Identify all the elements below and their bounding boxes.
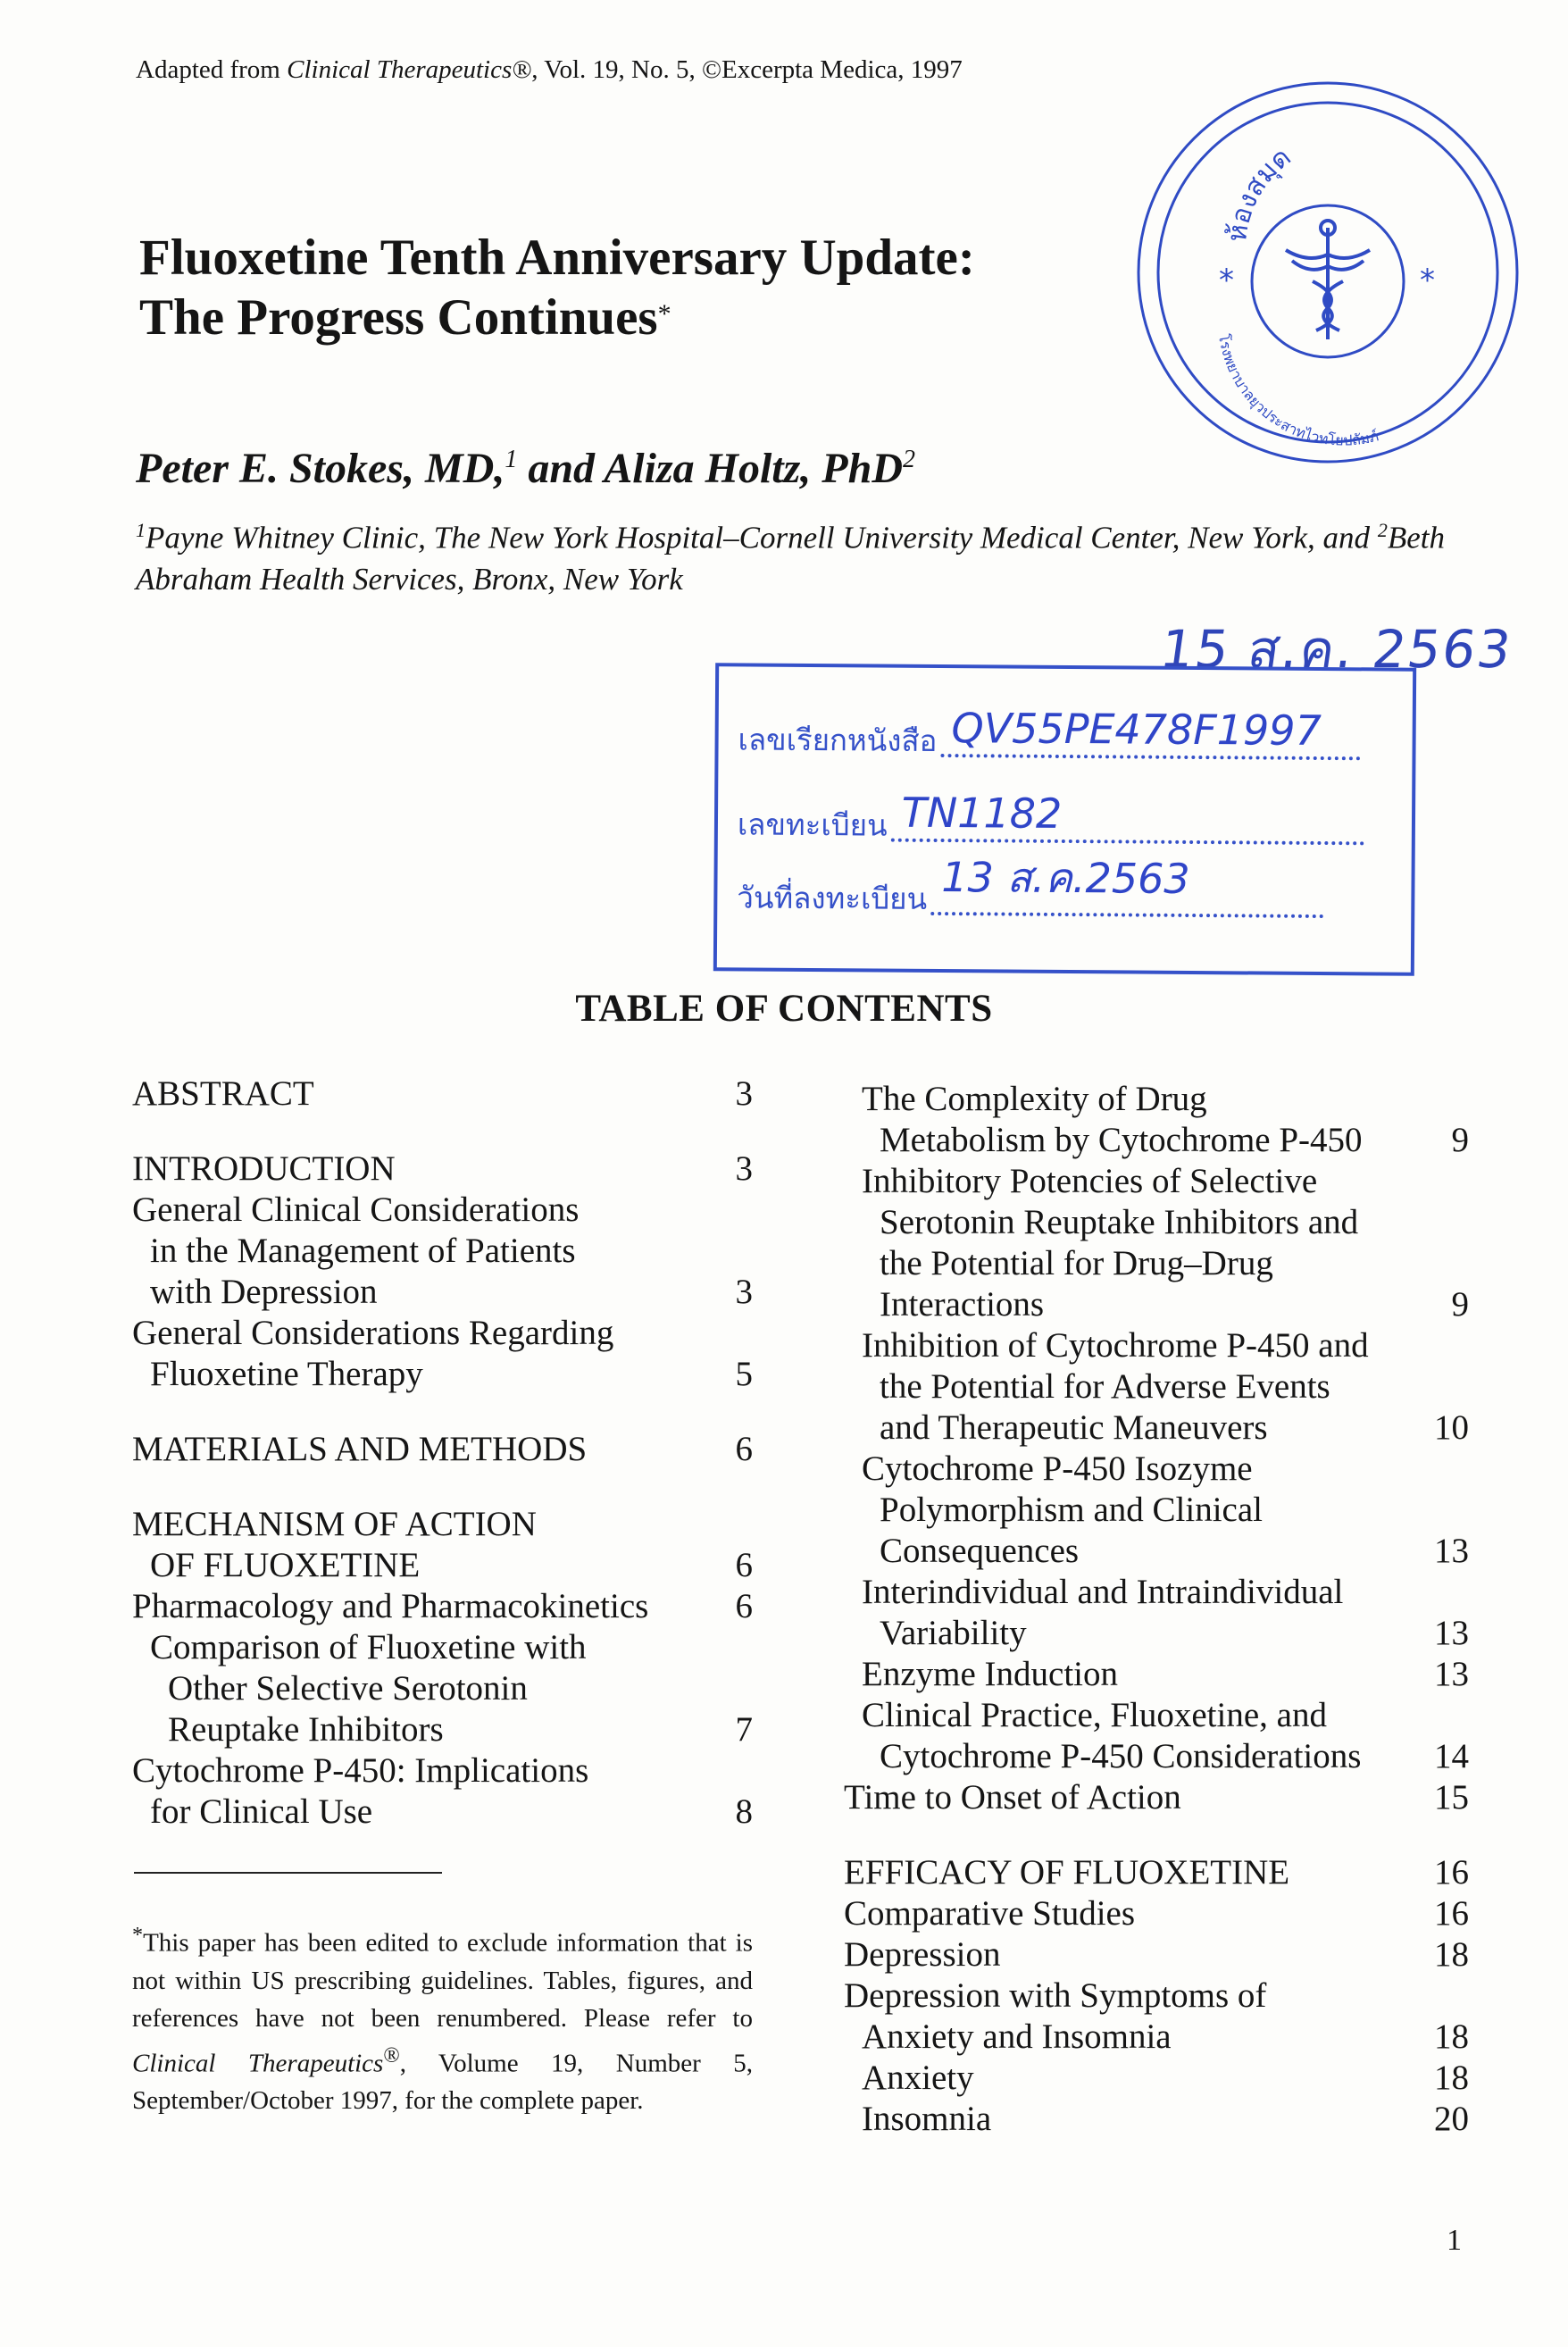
paper-title — [139, 228, 975, 347]
title-line-1: Fluoxetine Tenth Anniversary Update: — [139, 230, 975, 286]
toc-page-number: 20 — [1434, 2100, 1469, 2138]
seal-date-stamp: 15 ส.ค. 2563 — [1156, 619, 1517, 680]
toc-entry-text: the Potential for Adverse Events — [880, 1367, 1330, 1406]
toc-entry-text: Inhibition of Cytochrome P-450 and — [862, 1326, 1369, 1365]
toc-entry — [844, 1852, 1469, 1893]
toc-entry-text: General Considerations Regarding — [132, 1314, 614, 1352]
toc-entry-text: General Clinical Considerations — [132, 1190, 580, 1229]
toc-left-column — [132, 1073, 753, 1833]
toc-page-number: 6 — [735, 1587, 753, 1625]
toc-entry — [132, 1190, 753, 1313]
toc-entry — [132, 1073, 753, 1115]
authors: Peter E. Stokes, MD,$^1$ and Aliza Holtz, PhD$^2$ — [136, 445, 915, 492]
toc-entry-text: for Clinical Use — [150, 1792, 373, 1831]
toc-entry-text: Variability — [880, 1614, 1027, 1652]
toc-entry-text: Anxiety — [862, 2059, 974, 2097]
reg-date-row — [737, 853, 1323, 925]
call-number-value: QV55PE478F1997 — [951, 704, 1322, 756]
toc-entry — [132, 1627, 753, 1750]
seal-top-text: ห้องสมุด — [1221, 141, 1297, 245]
toc-page-number: 9 — [1451, 1121, 1469, 1159]
toc-page-number: 13 — [1434, 1532, 1469, 1570]
toc-entry — [844, 1695, 1469, 1777]
toc-entry-text: Inhibitory Potencies of Selective — [862, 1162, 1318, 1200]
toc-page-number: 16 — [1434, 1894, 1469, 1933]
toc-entry-text: with Depression — [150, 1273, 378, 1311]
svg-text:ห้องสมุด — [1222, 141, 1297, 244]
toc-page-number: 18 — [1434, 2017, 1469, 2056]
toc-page-number: 18 — [1434, 1935, 1469, 1974]
toc-entry-text: Metabolism by Cytochrome P-450 — [880, 1121, 1363, 1159]
toc-page-number: 13 — [1434, 1614, 1469, 1652]
toc-entry — [132, 1750, 753, 1833]
reg-number-value: TN1182 — [901, 788, 1063, 838]
call-number-row — [738, 704, 1360, 767]
registration-stamp — [713, 663, 1416, 975]
toc-entry — [132, 1313, 753, 1395]
toc-page-number: 18 — [1434, 2059, 1469, 2097]
toc-entry-text: Cytochrome P-450 Isozyme — [862, 1449, 1253, 1488]
reg-date-value: 13 ส.ค.2563 — [941, 853, 1190, 903]
toc-entry-text: OF FLUOXETINE — [150, 1546, 421, 1584]
toc-entry — [844, 1325, 1469, 1449]
toc-entry-text: Consequences — [880, 1532, 1080, 1570]
toc-page-number: 16 — [1434, 1853, 1469, 1892]
toc-page-number: 6 — [735, 1546, 753, 1584]
toc-entry-text: Clinical Practice, Fluoxetine, and — [862, 1696, 1327, 1734]
seal-bottom-text: โรงพยาบาลยุวประสาทไวทโยปถัมภ์ — [1214, 332, 1380, 449]
toc-entry-text: Interactions — [880, 1285, 1045, 1324]
toc-entry — [844, 1777, 1469, 1818]
toc-entry-text: MECHANISM OF ACTION — [132, 1505, 537, 1543]
toc-entry-text: and Therapeutic Maneuvers — [880, 1408, 1268, 1447]
toc-entry — [844, 2058, 1469, 2099]
toc-entry-text: Anxiety and Insomnia — [862, 2017, 1172, 2056]
caduceus-icon — [1286, 221, 1370, 339]
footnote-rule — [134, 1872, 442, 1874]
toc-page-number: 6 — [735, 1430, 753, 1468]
toc-entry-text: Pharmacology and Pharmacokinetics — [132, 1587, 649, 1625]
toc-entry — [844, 1572, 1469, 1654]
reg-date-label: วันที่ลงทะเบียน — [737, 880, 928, 916]
toc-entry — [844, 1975, 1469, 2058]
toc-entry-text: Time to Onset of Action — [844, 1778, 1181, 1817]
toc-entry-text: The Complexity of Drug — [862, 1080, 1207, 1118]
call-number-label: เลขเรียกหนังสือ — [738, 722, 938, 758]
toc-page-number: 15 — [1434, 1778, 1469, 1817]
reg-number-label: เลขทะเบียน — [737, 806, 888, 843]
toc-page-number: 14 — [1434, 1737, 1469, 1775]
toc-entry-text: Cytochrome P-450: Implications — [132, 1751, 589, 1790]
toc-page-number: 10 — [1434, 1408, 1469, 1447]
toc-entry — [844, 1449, 1469, 1572]
toc-entry — [132, 1148, 753, 1190]
toc-entry — [844, 2099, 1469, 2140]
toc-entry-text: Cytochrome P-450 Considerations — [880, 1737, 1362, 1775]
toc-entry-text: Other Selective Serotonin — [168, 1669, 528, 1708]
toc-entry-text: Comparison of Fluoxetine with — [150, 1628, 587, 1666]
toc-entry — [132, 1429, 753, 1470]
toc-entry — [844, 1893, 1469, 1934]
toc-entry-text: Insomnia — [862, 2100, 992, 2138]
toc-entry-text: ABSTRACT — [132, 1074, 314, 1113]
toc-page-number: 3 — [735, 1149, 753, 1188]
toc-entry — [844, 1654, 1469, 1695]
toc-entry-text: EFFICACY OF FLUOXETINE — [844, 1853, 1290, 1892]
toc-page-number: 8 — [735, 1792, 753, 1831]
toc-right-column — [844, 1079, 1469, 2140]
toc-entry — [844, 1161, 1469, 1325]
toc-entry-text: Serotonin Reuptake Inhibitors and — [880, 1203, 1359, 1241]
toc-page-number: 5 — [735, 1355, 753, 1393]
footnote: *This paper has been edited to exclude information that is not within US prescribing guidelines. Tables, figures, and references have not been renumbered. Please refer to Clinical Therapeutics®, Volume 19, Number 5, September/October 1997, for the complete paper. — [132, 1923, 753, 2116]
toc-entry-text: Interindividual and Intraindividual — [862, 1573, 1344, 1611]
toc-entry-text: Comparative Studies — [844, 1894, 1136, 1933]
toc-entry-text: Enzyme Induction — [862, 1655, 1118, 1693]
library-seal — [1121, 36, 1531, 518]
toc-entry-text: Reuptake Inhibitors — [168, 1710, 444, 1749]
toc-page-number: 13 — [1434, 1655, 1469, 1693]
toc-entry — [132, 1504, 753, 1586]
toc-entry — [844, 1079, 1469, 1161]
reg-number-row — [737, 788, 1364, 852]
toc-page-number: 7 — [735, 1710, 753, 1749]
toc-page-number: 9 — [1451, 1285, 1469, 1324]
toc-entry-text: in the Management of Patients — [150, 1232, 576, 1270]
toc-heading: TABLE OF CONTENTS — [575, 988, 993, 1030]
title-footnote-marker: * — [657, 299, 671, 329]
toc-entry-text: MATERIALS AND METHODS — [132, 1430, 588, 1468]
toc-entry-text: the Potential for Drug–Drug — [880, 1244, 1273, 1282]
toc-entry-text: Depression — [844, 1935, 1001, 1974]
source-citation: Adapted from Clinical Therapeutics®, Vol. 19, No. 5, ©Excerpta Medica, 1997 — [136, 55, 963, 84]
seal-star-left: * — [1219, 263, 1234, 298]
title-line-2: The Progress Continues* — [139, 289, 671, 346]
toc-entry-text: INTRODUCTION — [132, 1149, 396, 1188]
seal-star-right: * — [1420, 263, 1435, 298]
page-number: 1 — [1447, 2224, 1462, 2257]
toc-page-number: 3 — [735, 1074, 753, 1113]
toc-entry-text: Polymorphism and Clinical — [880, 1491, 1263, 1529]
toc-entry — [844, 1934, 1469, 1975]
toc-entry-text: Depression with Symptoms of — [844, 1976, 1267, 2015]
toc-entry — [132, 1586, 753, 1627]
affiliations: $^1$Payne Whitney Clinic, The New York Hospital–Cornell University Medical Center, New York, and $^2$Beth Abraham Health Services, Bronx, New York — [136, 519, 1445, 597]
toc-entry-text: Fluoxetine Therapy — [150, 1355, 423, 1393]
toc-page-number: 3 — [735, 1273, 753, 1311]
